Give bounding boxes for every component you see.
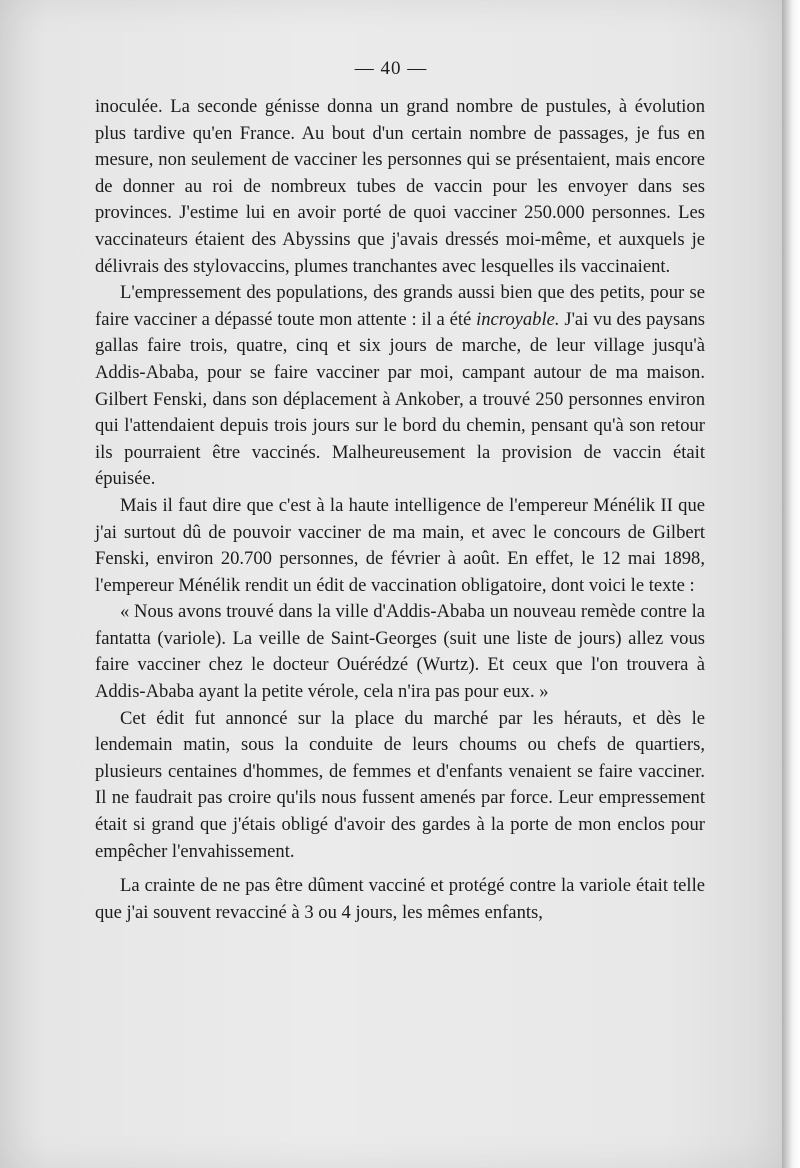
paragraph-3-text: Mais il faut dire que c'est à la haute intelligence de l'empereur Ménélik II que j'ai surtout dû de pouvoir vacciner de ma main, et avec le concours de Gilbert Fenski, environ 20.700 personnes, de février à août. En effet, le 12 mai 1898, l'empereur Ménélik rendit un édit de vaccination obligatoire, dont voici le texte : [95,494,705,596]
body-text [95,94,705,926]
paragraph-5-text: Cet édit fut annoncé sur la place du marché par les hérauts, et dès le lendemain matin, sous la conduite de leurs choums ou chefs de quartiers, plusieurs centaines d'hommes, de femmes et d'enfants venaient se faire vacciner. Il ne faudrait pas croire qu'ils nous fussent amenés par force. Leur empressement était si grand que j'étais obligé d'avoir des gardes à la porte de mon enclos pour empêcher l'envahissement. [95,707,705,862]
edict-quote [95,599,705,705]
paragraph-3 [95,493,705,599]
italic-emphasis: incroyable. [476,308,560,330]
paragraph-6 [95,873,705,926]
paragraph-5 [95,706,705,866]
page-edge-shadow [782,0,800,1168]
paragraph-1 [95,94,705,280]
paragraph-2-text: L'empressement des populations, des grands aussi bien que des petits, pour se faire vacciner a dépassé toute mon attente : il a été [95,282,705,330]
edict-quote-text: « Nous avons trouvé dans la ville d'Addis-Ababa un nouveau remède contre la fantatta (variole). La veille de Saint-Georges (suit une liste de jours) allez vous faire vacciner chez le docteur Ouérédzé (Wurtz). Et ceux que l'on trouvera à Addis-Ababa ayant la petite vérole, cela n'ira pas pour eux. » [95,601,705,703]
paragraph-2 [95,280,705,493]
paragraph-6-text: La crainte de ne pas être dûment vacciné et protégé contre la variole était telle que j'ai souvent revacciné à 3 ou 4 jours, les mêmes enfants, [95,875,705,923]
paragraph-2-text-continued: J'ai vu des paysans gallas faire trois, quatre, cinq et six jours de marche, de leur village jusqu'à Addis-Ababa, pour se faire vacciner par moi, campant autour de ma maison. Gilbert Fenski, dans son déplacement à Ankober, a trouvé 250 personnes environ qui l'attendaient depuis trois jours sur le bord du chemin, pensant qu'à son retour ils pourraient être vaccinés. Malheureusement la provision de vaccin était épuisée. [95,308,705,490]
paragraph-1-text: inoculée. La seconde génisse donna un grand nombre de pustules, à évolution plus tardive qu'en France. Au bout d'un certain nombre de passages, je fus en mesure, non seulement de vacciner les personnes qui se présentaient, mais encore de donner au roi de nombreux tubes de vaccin pour les envoyer dans ses provinces. J'estime lui en avoir porté de quoi vacciner 250.000 personnes. Les vaccinateurs étaient des Abyssins que j'avais dressés moi-même, et auxquels je délivrais des stylovaccins, plumes tranchantes avec lesquelles ils vaccinaient. [95,96,705,277]
page-number: — 40 — [354,58,428,79]
